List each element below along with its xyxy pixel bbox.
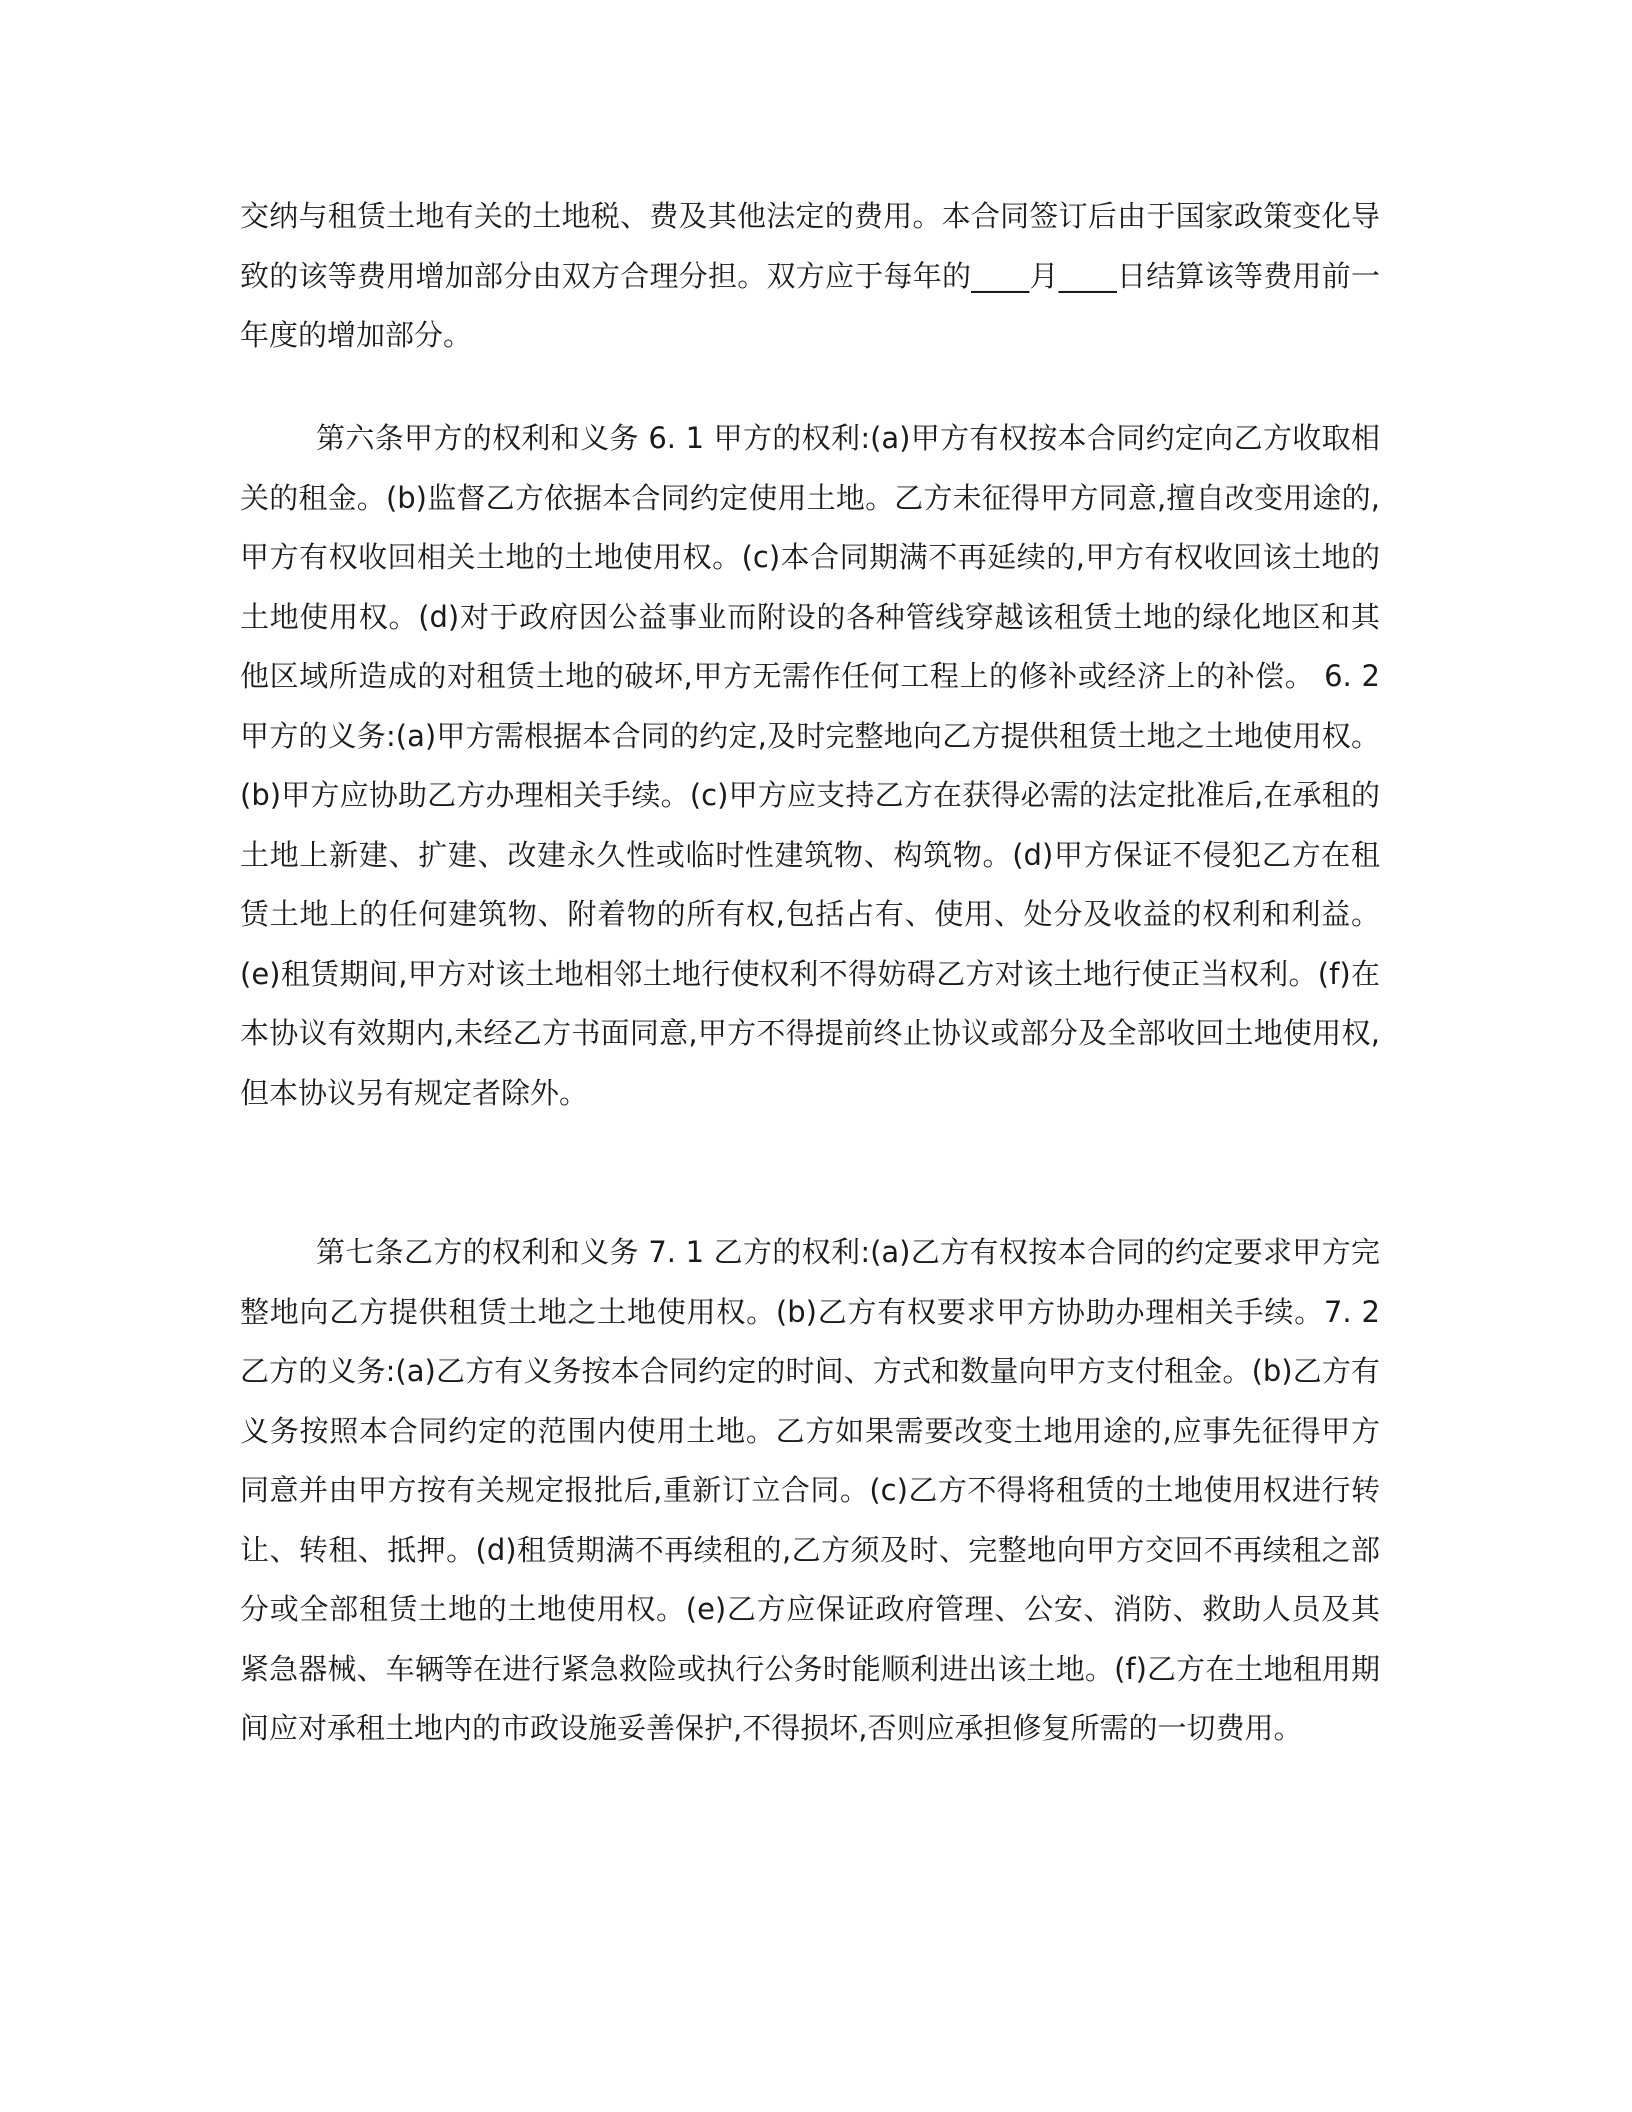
paragraph-article-6 bbox=[240, 409, 1380, 1123]
paragraph-text: 交纳与租赁土地有关的土地税、费及其他法定的费用。本合同签订后由于国家政策变化导致的该等费用增加部分由双方合理分担。双方应于每年的____月____日结算该等费用前一年度的增加部分。 bbox=[240, 199, 1380, 352]
paragraph-fee-continuation bbox=[240, 187, 1380, 366]
paragraph-text: 第六条甲方的权利和义务 6. 1 甲方的权利:(a)甲方有权按本合同约定向乙方收取相关的租金。(b)监督乙方依据本合同约定使用土地。乙方未征得甲方同意,擅自改变用途的,甲方有权收回相关土地的土地使用权。(c)本合同期满不再延续的,甲方有权收回该土地的土地使用权。(d)对于政府因公益事业而附设的各种管线穿越该租赁土地的绿化地区和其他区域所造成的对租赁土地的破坏,甲方无需作任何工程上的修补或经济上的补偿。 6. 2 甲方的义务:(a)甲方需根据本合同的约定,及时完整地向乙方提供租赁土地之土地使用权。(b)甲方应协助乙方办理相关手续。(c)甲方应支持乙方在获得必需的法定批准后,在承租的土地上新建、扩建、改建永久性或临时性建筑物、构筑物。(d)甲方保证不侵犯乙方在租赁土地上的任何建筑物、附着物的所有权,包括占有、使用、处分及收益的权利和利益。(e)租赁期间,甲方对该土地相邻土地行使权利不得妨碍乙方对该土地行使正当权利。(f)在本协议有效期内,未经乙方书面同意,甲方不得提前终止协议或部分及全部收回土地使用权,但本协议另有规定者除外。 bbox=[240, 421, 1380, 1110]
paragraph-article-7 bbox=[240, 1223, 1380, 1759]
paragraph-text: 第七条乙方的权利和义务 7. 1 乙方的权利:(a)乙方有权按本合同的约定要求甲方完整地向乙方提供租赁土地之土地使用权。(b)乙方有权要求甲方协助办理相关手续。7. 2 乙方的义务:(a)乙方有义务按本合同约定的时间、方式和数量向甲方支付租金。(b)乙方有义务按照本合同约定的范围内使用土地。乙方如果需要改变土地用途的,应事先征得甲方同意并由甲方按有关规定报批后,重新订立合同。(c)乙方不得将租赁的土地使用权进行转让、转租、抵押。(d)租赁期满不再续租的,乙方须及时、完整地向甲方交回不再续租之部分或全部租赁土地的土地使用权。(e)乙方应保证政府管理、公安、消防、救助人员及其紧急器械、车辆等在进行紧急救险或执行公务时能顺利进出该土地。(f)乙方在土地租用期间应对承租土地内的市政设施妥善保护,不得损坏,否则应承担修复所需的一切费用。 bbox=[240, 1235, 1380, 1745]
